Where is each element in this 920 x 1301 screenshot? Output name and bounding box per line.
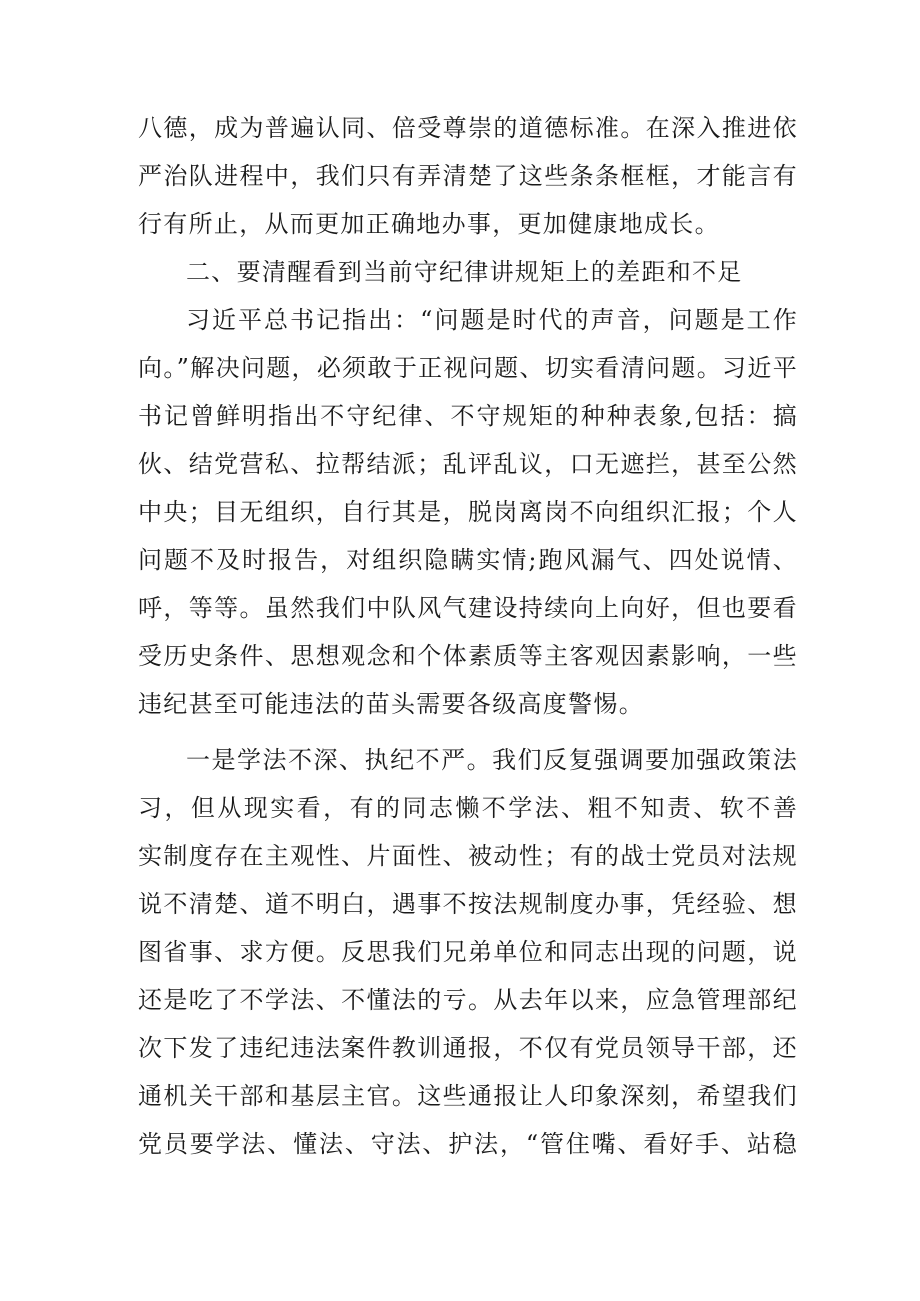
paragraph-line: 向。”解决问题，必须敢于正视问题、切实看清问题。习近平 [138,354,798,382]
section-heading: 二、要清醒看到当前守纪律讲规矩上的差距和不足 [186,258,743,286]
paragraph-line: 实制度存在主观性、片面性、被动性；有的战士党员对法规 [138,842,798,870]
paragraph-line: 问题不及时报告，对组织隐瞒实情;跑风漏气、四处说情、 [138,546,798,574]
paragraph-line: 党员要学法、懂法、守法、护法，“管住嘴、看好手、站稳 [138,1130,798,1158]
paragraph-line: 行有所止，从而更加正确地办事，更加健康地成长。 [138,210,720,238]
paragraph-line: 说不清楚、道不明白，遇事不按法规制度办事，凭经验、想 [138,890,798,918]
paragraph-line: 呼，等等。虽然我们中队风气建设持续向上向好，但也要看 [138,594,798,622]
paragraph-line: 习，但从现实看，有的同志懒不学法、粗不知责、软不善 [138,794,798,822]
paragraph-line: 习近平总书记指出：“问题是时代的声音，问题是工作 [186,306,798,334]
paragraph-line: 图省事、求方便。反思我们兄弟单位和同志出现的问题，说 [138,938,798,966]
paragraph-line: 八德，成为普遍认同、倍受尊崇的道德标准。在深入推进依 [138,114,798,142]
paragraph-line: 次下发了违纪违法案件教训通报，不仅有党员领导干部，还 [138,1034,798,1062]
paragraph-line: 违纪甚至可能违法的苗头需要各级高度警惕。 [138,690,644,718]
paragraph-line: 还是吃了不学法、不懂法的亏。从去年以来，应急管理部纪 [138,986,798,1014]
paragraph-line: 受历史条件、思想观念和个体素质等主客观因素影响，一些 [138,642,798,670]
paragraph-line: 严治队进程中，我们只有弄清楚了这些条条框框，才能言有 [138,162,798,190]
paragraph-line: 中央；目无组织，自行其是，脱岗离岗不向组织汇报；个人 [138,498,798,526]
paragraph-line: 伙、结党营私、拉帮结派；乱评乱议，口无遮拦，甚至公然 [138,450,798,478]
paragraph-line: 一是学法不深、执纪不严。我们反复强调要加强政策法 [186,746,798,774]
paragraph-line: 通机关干部和基层主官。这些通报让人印象深刻，希望我们 [138,1082,798,1110]
paragraph-line: 书记曾鲜明指出不守纪律、不守规矩的种种表象,包括：搞 [138,402,798,430]
